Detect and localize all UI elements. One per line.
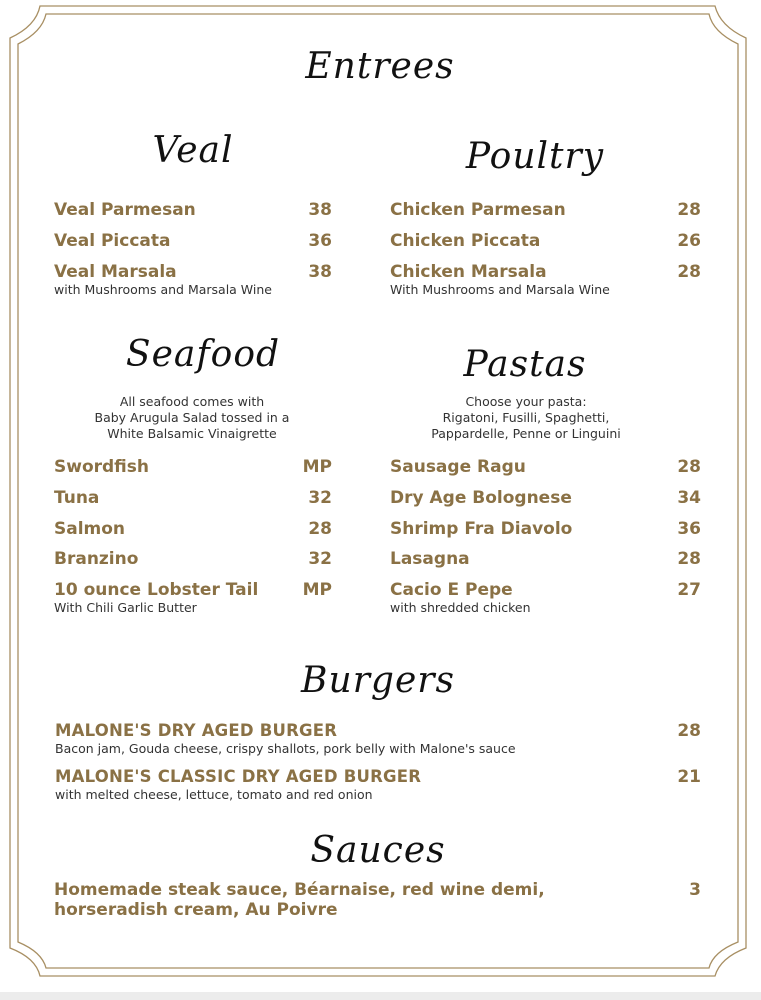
menu-title: Entrees: [305, 46, 455, 87]
item-name: MALONE'S CLASSIC DRY AGED BURGER: [55, 767, 422, 786]
item-price: 3: [689, 880, 701, 900]
note-line: Choose your pasta:: [465, 394, 587, 409]
item-price: 36: [677, 519, 701, 539]
section-heading-pastas: Pastas: [463, 344, 587, 385]
item-price: 38: [308, 200, 332, 220]
menu-item: [55, 767, 701, 802]
section-heading-burgers: Burgers: [301, 660, 455, 701]
menu-item: [54, 457, 332, 477]
menu-item: [390, 580, 701, 615]
menu-item: [54, 488, 332, 508]
menu-item: [54, 549, 332, 569]
section-heading-poultry: Poultry: [465, 136, 605, 177]
item-price: 38: [308, 262, 332, 282]
sauces-item: [54, 880, 701, 920]
item-price: MP: [302, 580, 332, 600]
item-price: 28: [677, 549, 701, 569]
item-name: Veal Marsala: [54, 262, 177, 282]
sauces-line: Homemade steak sauce, Béarnaise, red wine demi,: [54, 880, 545, 900]
item-price: 28: [677, 457, 701, 477]
item-name: Branzino: [54, 549, 139, 569]
menu-item: [54, 231, 332, 251]
item-price: 28: [677, 262, 701, 282]
menu-item: [390, 488, 701, 508]
menu-item: [54, 519, 332, 539]
item-name: 10 ounce Lobster Tail: [54, 580, 259, 600]
item-price: 36: [308, 231, 332, 251]
item-name: Chicken Parmesan: [390, 200, 566, 220]
item-description: with melted cheese, lettuce, tomato and red onion: [55, 787, 373, 802]
note-line: All seafood comes with: [119, 394, 265, 409]
menu-item: [390, 262, 701, 297]
sauces-line: horseradish cream, Au Poivre: [54, 900, 338, 920]
item-name: Veal Piccata: [54, 231, 171, 251]
section-heading-veal: Veal: [152, 130, 234, 171]
item-name: Shrimp Fra Diavolo: [390, 519, 573, 539]
item-price: 32: [308, 549, 332, 569]
item-name: Chicken Piccata: [390, 231, 541, 251]
item-price: 28: [677, 721, 701, 741]
item-name: Dry Age Bolognese: [390, 488, 572, 508]
item-name: Cacio E Pepe: [390, 580, 513, 600]
item-price: 27: [677, 580, 701, 600]
item-name: Swordfish: [54, 457, 150, 477]
menu-item: [390, 200, 701, 220]
item-price: 21: [677, 767, 701, 787]
section-heading-sauces: Sauces: [310, 830, 446, 871]
menu-item: [390, 549, 701, 569]
note-line: White Balsamic Vinaigrette: [107, 426, 277, 441]
item-name: Sausage Ragu: [390, 457, 526, 477]
pastas-note: [396, 394, 656, 442]
menu-item: [54, 262, 332, 297]
section-heading-seafood: Seafood: [125, 334, 281, 375]
menu-item: [54, 200, 332, 220]
item-price: MP: [302, 457, 332, 477]
menu-item: [390, 457, 701, 477]
menu-item: [390, 519, 701, 539]
page-bottom-edge: [0, 992, 761, 1000]
item-description: Bacon jam, Gouda cheese, crispy shallots, pork belly with Malone's sauce: [55, 741, 516, 756]
item-description: with shredded chicken: [390, 600, 531, 615]
item-name: Salmon: [54, 519, 126, 539]
item-description: With Chili Garlic Butter: [54, 600, 197, 615]
item-name: Chicken Marsala: [390, 262, 547, 282]
seafood-note: [62, 394, 322, 442]
note-line: Rigatoni, Fusilli, Spaghetti,: [442, 410, 610, 425]
note-line: Pappardelle, Penne or Linguini: [431, 426, 621, 441]
item-description: With Mushrooms and Marsala Wine: [390, 282, 610, 297]
menu-item: [390, 231, 701, 251]
menu-item: [54, 580, 332, 615]
item-name: Veal Parmesan: [54, 200, 196, 220]
item-price: 28: [677, 200, 701, 220]
item-price: 32: [308, 488, 332, 508]
item-price: 26: [677, 231, 701, 251]
menu-item: [55, 721, 701, 756]
item-description: with Mushrooms and Marsala Wine: [54, 282, 272, 297]
note-line: Baby Arugula Salad tossed in a: [94, 410, 290, 425]
item-price: 34: [677, 488, 701, 508]
item-name: Tuna: [54, 488, 100, 508]
item-name: MALONE'S DRY AGED BURGER: [55, 721, 338, 740]
item-price: 28: [308, 519, 332, 539]
item-name: Lasagna: [390, 549, 470, 569]
